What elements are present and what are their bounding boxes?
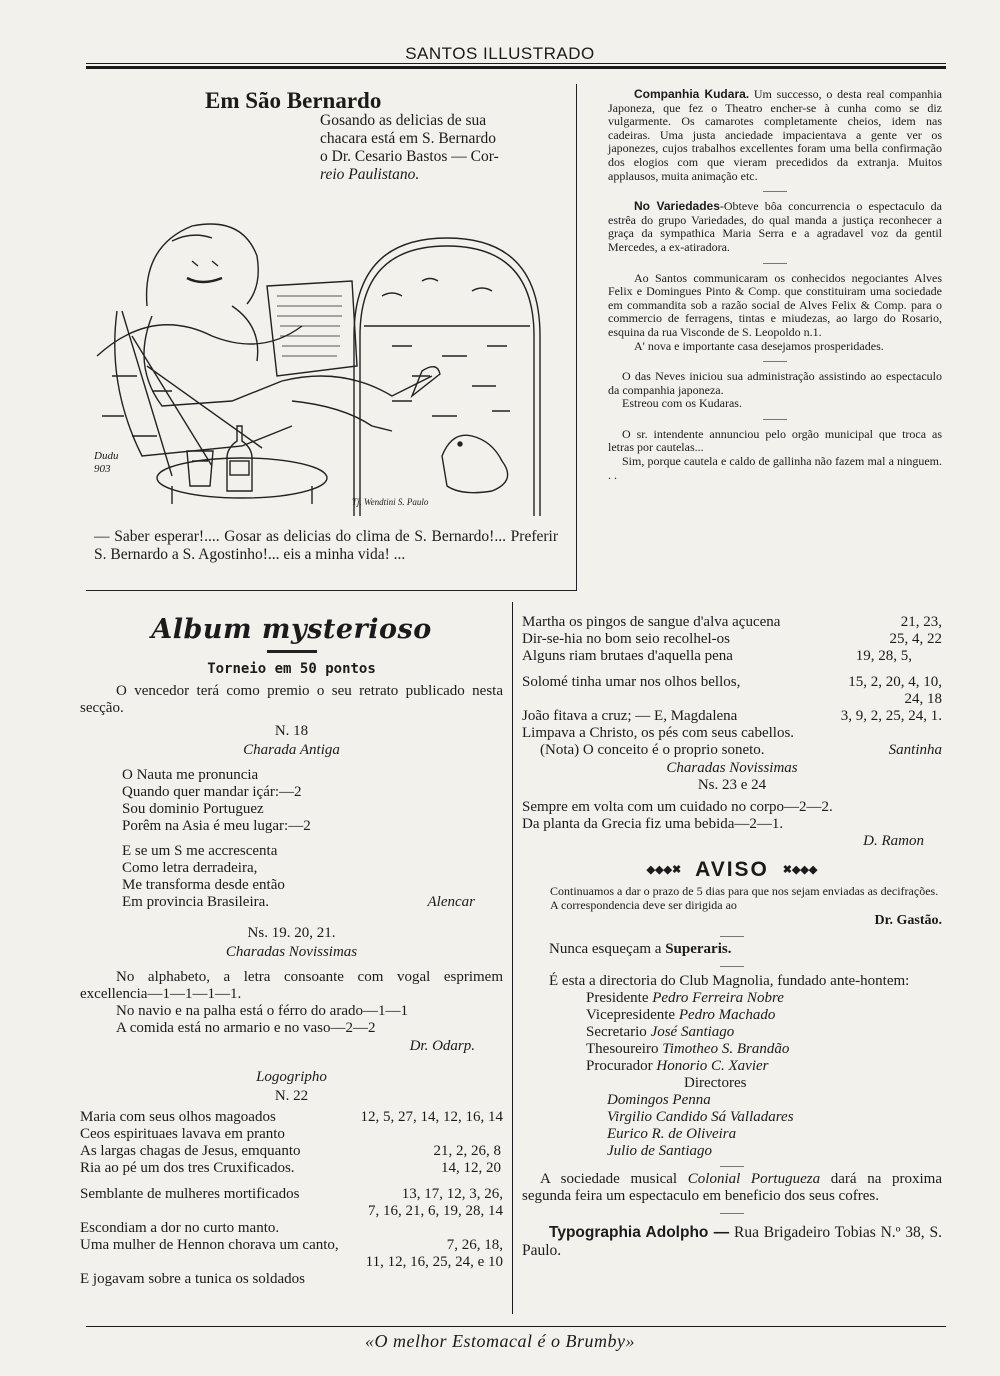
verse-row: Ria ao pé um dos tres Cruxificados. 14, 12, 20 <box>80 1160 501 1176</box>
verse: Me transforma desde então <box>122 877 285 893</box>
verse-row: Maria com seus olhos magoados 12, 5, 27, 14, 12, 16, 14 <box>80 1109 503 1125</box>
right-column <box>522 614 942 1260</box>
officer-row: Procurador Honorio C. Xavier <box>586 1058 769 1075</box>
colonial-note: A sociedade musical Colonial Portugueza dará na proxima segunda feira um espectaculo em beneficio dos seus cofres. <box>522 1171 943 1205</box>
aviso-text: Continuamos a dar o prazo de 5 dias para que nos sejam enviadas as decifrações. <box>550 884 939 898</box>
n18-type: Charada Antiga <box>243 742 340 758</box>
ornament-right: ✖◆◆◆ <box>782 864 818 876</box>
verse-row: 11, 12, 16, 25, 24, e 10 <box>365 1254 503 1270</box>
news-intendente: O sr. intendente annunciou pelo orgão municipal que troca as letras por cautelas... <box>608 426 942 455</box>
caption-line: Gosando as delicias de sua <box>320 112 487 129</box>
verse-row: Alguns riam brutaes d'aquella pena 19, 28, 5, <box>522 648 912 664</box>
officer-row: Thesoureiro Timotheo S. Brandão <box>586 1041 790 1058</box>
verse-row: Dir-se-hia no bom seio recolhel-os 25, 4, 22 <box>522 631 942 647</box>
divider <box>720 966 744 967</box>
director: Virgilio Candido Sá Valladares <box>607 1109 794 1126</box>
divider <box>763 191 787 192</box>
directores-label: Directores <box>684 1075 747 1092</box>
verse: E se um S me accrescenta <box>122 843 278 859</box>
masthead: SANTOS ILLUSTRADO <box>405 44 595 63</box>
club-intro: É esta a directoria do Club Magnolia, fundado ante-hontem: <box>549 973 910 990</box>
verse-row: 7, 16, 21, 6, 19, 28, 14 <box>368 1203 503 1219</box>
ramon-2: Da planta da Grecia fiz uma bebida—2—1. <box>522 816 784 832</box>
divider <box>763 361 787 362</box>
officer-row: Secretario José Santiago <box>586 1024 735 1041</box>
cartoon-engraver: Tj. Wendtini S. Paulo <box>352 497 429 507</box>
ornament-left: ◆◆◆✖ <box>646 864 682 876</box>
caption-line: reio Paulistano. <box>320 166 420 183</box>
ns23-label: Ns. 23 e 24 <box>697 777 767 793</box>
column-divider <box>512 602 513 1314</box>
cartoon-caption <box>320 112 535 184</box>
verse: Em provincia Brasileira. <box>122 894 270 910</box>
odarp-1: No alphabeto, a letra consoante com vogal esprimem excellencia—1—1—1—1. <box>80 969 503 1002</box>
typographia: Typographia Adolpho — Rua Brigadeiro Tobias N.º 38, S. Paulo. <box>522 1224 942 1260</box>
verse: Quando quer mandar içár:—2 <box>122 784 302 800</box>
club-officers <box>522 990 942 1075</box>
caption-line: chacara está em S. Bernardo <box>320 130 497 147</box>
verse-row: Solomé tinha umar nos olhos bellos, 15, 2, 20, 4, 10, <box>522 674 942 690</box>
album-title: Album mysterioso <box>151 614 432 645</box>
masthead-rule-thin <box>86 63 946 64</box>
news-santos: Ao Santos communicaram os conhecidos negociantes Alves Felix e Domingues Pinto & Comp. que constituiram uma sociedade em commandita sob a razão social de Alves Felix & Comp. para o commercio de ferragens, tintas e miudezas, ao largo do Rosario, esquina da rua Visconde de S. Leopoldo n.1. <box>608 270 942 339</box>
divider <box>720 936 744 937</box>
signature-santinha: Santinha <box>888 742 942 758</box>
director: Domingos Penna <box>607 1092 711 1109</box>
char-nov-type: Charadas Novissimas <box>666 760 798 776</box>
odarp-2: No navio e na palha está o férro do arado—1—1 <box>116 1003 408 1019</box>
divider <box>763 419 787 420</box>
stanza-1 <box>80 767 503 835</box>
cartoon-illustration <box>92 186 562 516</box>
cartoon-signature: Dudu 903 <box>94 450 119 475</box>
verse-row: Escondiam a dor no curto manto. <box>80 1220 280 1236</box>
aviso-text-2: A correspondencia deve ser dirigida ao <box>550 897 737 912</box>
director: Julio de Santiago <box>607 1143 712 1160</box>
news-variedades: No Variedades-Obteve bôa concurrencia o espectaculo da estrêa do grupo Variedades, do qual manda a justiça reconhecer a graça da sympathica Maria Serra e a agradavel voz da gentil Mercedes, a ex-atiradora. <box>608 199 942 254</box>
album-title-rule <box>267 650 317 653</box>
signature-ramon: D. Ramon <box>863 833 924 849</box>
news-santos-2: A' nova e importante casa desejamos prosperidades. <box>634 338 884 353</box>
verse-row: 24, 18 <box>904 691 942 707</box>
superaris-line: Nunca esqueçam a Superaris. <box>549 941 732 958</box>
divider <box>763 263 787 264</box>
verse: Porêm na Asia é meu lugar:—2 <box>122 818 311 834</box>
masthead-rule-thick <box>86 66 946 69</box>
aviso-signature: Dr. Gastão. <box>874 913 942 929</box>
news-neves: O das Neves iniciou sua administração assistindo ao espectaculo da companhia japoneza. <box>608 369 942 397</box>
news-column <box>608 88 942 482</box>
signature-odarp: Dr. Odarp. <box>409 1038 475 1054</box>
cartoon-quote: — Saber esperar!.... Gosar as delicias do clima de S. Bernardo!... Preferir S. Bernardo a S. Agostinho!... eis a minha vida! ... <box>94 528 558 563</box>
signature-alencar: Alencar <box>427 894 475 910</box>
verse-row: João fitava a cruz; — E, Magdalena 3, 9, 2, 25, 24, 1. <box>522 708 942 724</box>
news-kudara: Companhia Kudara. Um successo, o desta real companhia Japoneza, que fez o Theatro encher-se à cunha como se diz vulgarmente. Os camarotes completamente cheios, idem nas cadeiras. Uma justa anciedade impacientava a gente ver os japonezes, cujos trabalhos excellentes foram uma bella confirmação dos elogios com que vieram precedidos da extranja. Muitos applausos, muita animação etc. <box>608 87 942 183</box>
officer-row: Presidente Pedro Ferreira Nobre <box>586 990 784 1007</box>
news-intendente-2: Sim, porque cautela e caldo de gallinha não fazem mal a ninguem. . . <box>608 454 942 482</box>
verse-row: E jogavam sobre a tunica os soldados <box>80 1271 305 1287</box>
news-neves-2: Estreou com os Kudaras. <box>622 396 742 411</box>
cartoon-title: Em São Bernardo <box>205 88 382 113</box>
verse-row: Limpava a Christo, os pés com seus cabellos. <box>522 725 795 741</box>
nota-row: (Nota) O conceito é o proprio soneto. Santinha <box>540 742 942 758</box>
verse-row: Martha os pingos de sangue d'alva açucena 21, 23, <box>522 614 942 630</box>
verse-row: Uma mulher de Hennon chorava um canto, 7, 26, 18, <box>80 1237 503 1253</box>
n19-label: Ns. 19. 20, 21. <box>247 925 336 941</box>
n22-label: N. 22 <box>274 1088 309 1104</box>
logogripho-b <box>80 1186 503 1288</box>
director: Eurico R. de Oliveira <box>607 1126 737 1143</box>
verse-row: As largas chagas de Jesus, emquanto 21, 2, 26, 8 <box>80 1143 501 1159</box>
footer-slogan: «O melhor Estomacal é o Brumby» <box>365 1331 635 1351</box>
album-subtitle: Torneio em 50 pontos <box>207 661 376 677</box>
verse: Como letra derradeira, <box>122 860 258 876</box>
ramon-1: Sempre em volta com um cuidado no corpo—2—2. <box>522 799 833 815</box>
album-intro: O vencedor terá como premio o seu retrato publicado nesta secção. <box>80 683 503 716</box>
verse-row: Ceos espirituaes lavava em pranto <box>80 1126 285 1142</box>
officer-row: Vicepresidente Pedro Machado <box>586 1007 776 1024</box>
album-column <box>80 612 503 1288</box>
logogripho-type: Logogripho <box>256 1069 327 1085</box>
stanza-2 <box>80 843 503 911</box>
aviso-heading <box>522 858 942 882</box>
caption-line: o Dr. Cesario Bastos — Cor- <box>320 148 499 165</box>
n19-type: Charadas Novissimas <box>225 944 358 960</box>
odarp-3: A comida está no armario e no vaso—2—2 <box>116 1020 376 1036</box>
verse: Sou dominio Portuguez <box>122 801 264 817</box>
aviso-title: AVISO <box>695 858 769 881</box>
logogripho-a <box>80 1109 503 1177</box>
verse-row: Semblante de mulheres mortificados 13, 17, 12, 3, 26, <box>80 1186 503 1202</box>
footer-rule <box>86 1326 946 1327</box>
directors-list <box>522 1092 942 1160</box>
verse: O Nauta me pronuncia <box>122 767 259 783</box>
divider <box>720 1213 744 1214</box>
n18-label: N. 18 <box>274 723 309 739</box>
divider <box>720 1166 744 1167</box>
